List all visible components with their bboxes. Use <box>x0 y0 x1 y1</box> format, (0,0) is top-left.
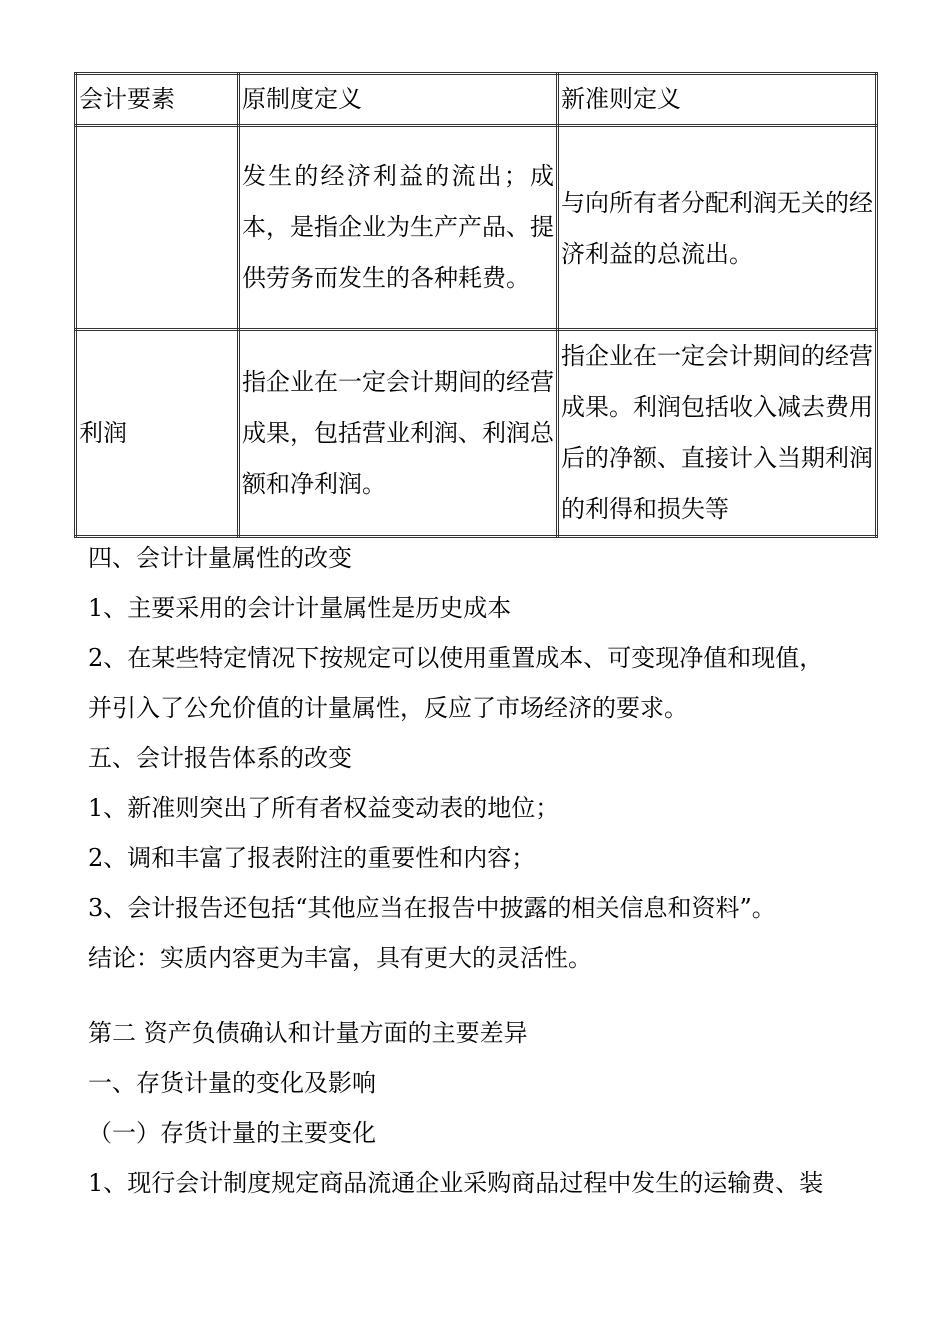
table-header-row <box>76 74 877 126</box>
conclusion: 结论：实质内容更为丰富，具有更大的灵活性。 <box>88 944 592 972</box>
section-heading: 五、会计报告体系的改变 <box>88 744 352 772</box>
cell-element: 利润 <box>76 330 239 537</box>
paragraph: 1、主要采用的会计计量属性是历史成本 <box>88 594 512 622</box>
table-row <box>76 330 877 537</box>
paragraph: 1、现行会计制度规定商品流通企业采购商品过程中发生的运输费、装 <box>88 1169 824 1197</box>
chapter-heading: 第二 资产负债确认和计量方面的主要差异 <box>88 1019 528 1047</box>
paragraph: 2、调和丰富了报表附注的重要性和内容； <box>88 844 536 872</box>
section-heading: 一、存货计量的变化及影响 <box>88 1069 376 1097</box>
table-row <box>76 126 877 330</box>
comparison-table <box>74 72 878 538</box>
cell-old-definition: 发生的经济利益的流出；成本，是指企业为生产产品、提供劳务而发生的各种耗费。 <box>239 126 558 330</box>
subsection-heading: （一）存货计量的主要变化 <box>88 1119 376 1147</box>
section-heading: 四、会计计量属性的改变 <box>88 544 352 572</box>
paragraph: 并引入了公允价值的计量属性，反应了市场经济的要求。 <box>88 694 688 722</box>
paragraph: 3、会计报告还包括“其他应当在报告中披露的相关信息和资料”。 <box>88 894 776 922</box>
cell-new-definition: 与向所有者分配利润无关的经济利益的总流出。 <box>558 126 877 330</box>
paragraph: 1、新准则突出了所有者权益变动表的地位； <box>88 794 560 822</box>
paragraph: 2、在某些特定情况下按规定可以使用重置成本、可变现净值和现值， <box>88 644 824 672</box>
header-cell-element: 会计要素 <box>76 74 239 126</box>
cell-element <box>76 126 239 330</box>
header-cell-old-definition: 原制度定义 <box>239 74 558 126</box>
cell-old-definition: 指企业在一定会计期间的经营成果，包括营业利润、利润总额和净利润。 <box>239 330 558 537</box>
header-cell-new-definition: 新准则定义 <box>558 74 877 126</box>
cell-new-definition: 指企业在一定会计期间的经营成果。利润包括收入减去费用后的净额、直接计入当期利润的利得和损失等 <box>558 330 877 537</box>
